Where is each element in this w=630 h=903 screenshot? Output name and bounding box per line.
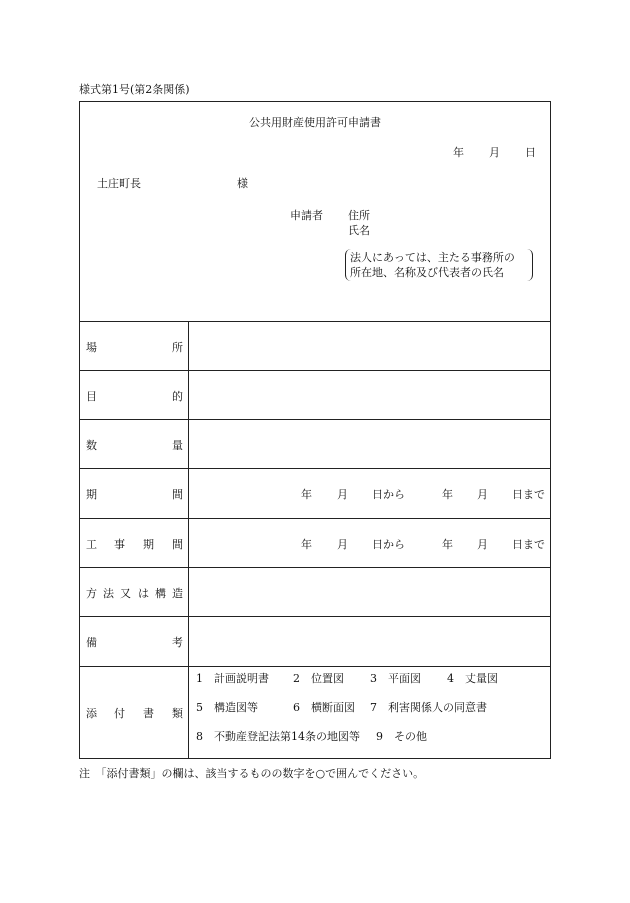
method-field[interactable] bbox=[190, 568, 550, 617]
attachment-option-6[interactable]: 6 横断面図 bbox=[293, 701, 355, 714]
attachment-option-4[interactable]: 4 丈量図 bbox=[447, 672, 498, 685]
attachment-option-2[interactable]: 2 位置図 bbox=[293, 672, 344, 685]
date-day: 日 bbox=[525, 146, 536, 159]
corporate-note-line1: 法人にあっては、主たる事務所の bbox=[350, 251, 515, 264]
form-number: 様式第1号(第2条関係) bbox=[79, 83, 190, 96]
form-title: 公共用財産使用許可申請書 bbox=[249, 116, 381, 129]
attachment-option-9[interactable]: 9 その他 bbox=[376, 730, 427, 743]
form-header bbox=[80, 102, 550, 321]
footnote: 注 「添付書類」の欄は、該当するものの数字を○で囲んでください。 bbox=[79, 767, 425, 780]
row-method-label: 方 法 又 は 構 造 bbox=[80, 568, 189, 617]
row-period bbox=[80, 468, 550, 519]
attachments-field bbox=[190, 667, 550, 759]
recipient-name: 土庄町長 bbox=[97, 177, 141, 190]
attachment-option-7[interactable]: 7 利害関係人の同意書 bbox=[370, 701, 487, 714]
construction-period-field[interactable]: 年 月 日から 年 月 日まで bbox=[301, 537, 545, 551]
row-construction-period-label: 工 事 期 間 bbox=[80, 519, 189, 568]
row-quantity-label: 数 量 bbox=[80, 420, 189, 469]
row-method bbox=[80, 567, 550, 617]
corporate-note-line2: 所在地、名称及び代表者の氏名 bbox=[350, 266, 504, 279]
row-attachments bbox=[80, 666, 550, 759]
date-month: 月 bbox=[489, 146, 500, 159]
row-period-label: 期 間 bbox=[80, 469, 189, 519]
applicant-label: 申請者 bbox=[290, 209, 323, 222]
row-purpose-label: 目 的 bbox=[80, 371, 189, 420]
attachment-option-1[interactable]: 1 計画説明書 bbox=[196, 672, 269, 685]
quantity-field[interactable] bbox=[190, 420, 550, 469]
purpose-field[interactable] bbox=[190, 371, 550, 420]
attachment-option-5[interactable]: 5 構造図等 bbox=[196, 701, 258, 714]
row-quantity bbox=[80, 419, 550, 469]
row-attachments-label: 添 付 書 類 bbox=[80, 667, 189, 759]
location-field[interactable] bbox=[190, 322, 550, 371]
row-remarks-label: 備 考 bbox=[80, 617, 189, 667]
row-construction-period bbox=[80, 518, 550, 568]
application-form bbox=[79, 101, 551, 759]
period-field[interactable]: 年 月 日から 年 月 日まで bbox=[301, 488, 545, 501]
row-purpose bbox=[80, 370, 550, 420]
corporate-note bbox=[345, 249, 533, 281]
row-location bbox=[80, 321, 550, 371]
attachment-option-8[interactable]: 8 不動産登記法第14条の地図等 bbox=[196, 730, 360, 743]
attachment-option-3[interactable]: 3 平面図 bbox=[370, 672, 421, 685]
recipient-honorific: 様 bbox=[237, 177, 248, 190]
applicant-name[interactable]: 氏名 bbox=[348, 224, 370, 237]
row-remarks bbox=[80, 616, 550, 667]
row-location-label: 場 所 bbox=[80, 322, 189, 371]
applicant-address[interactable]: 住所 bbox=[348, 209, 370, 222]
date-year: 年 bbox=[453, 146, 464, 159]
remarks-field[interactable] bbox=[190, 617, 550, 667]
